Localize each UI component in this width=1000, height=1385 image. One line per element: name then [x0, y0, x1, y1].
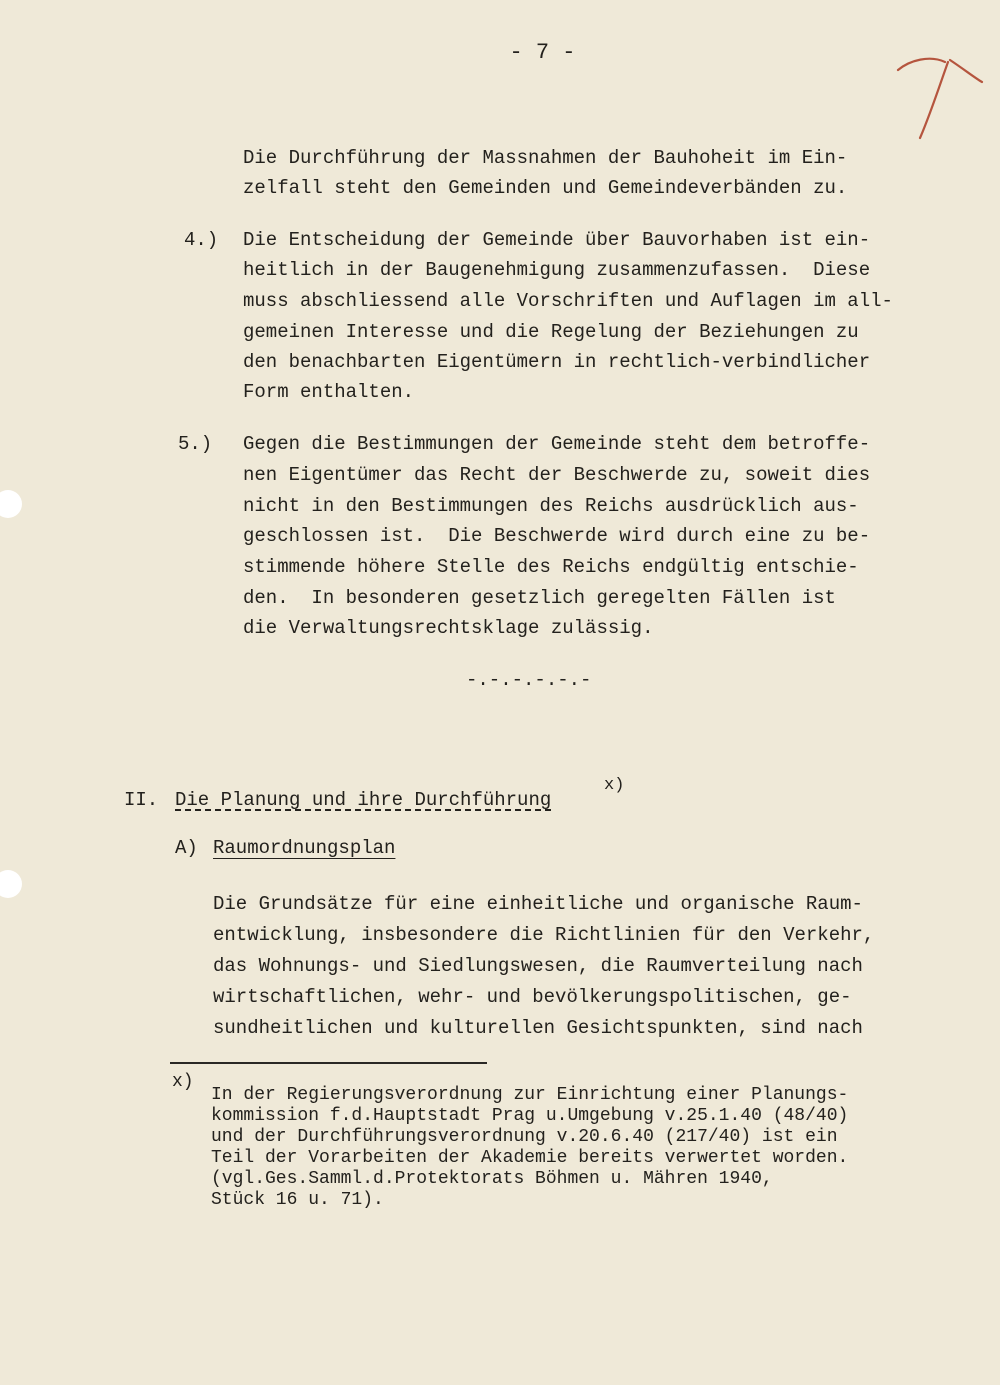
- item5-line: stimmende höhere Stelle des Reichs endgültig entschie-: [243, 556, 859, 578]
- subsection-title: Raumordnungsplan: [213, 837, 396, 859]
- item4-line: den benachbarten Eigentümern in rechtlich-verbindlicher: [243, 351, 871, 373]
- section-separator: -.-.-.-.-.-: [466, 669, 592, 691]
- body-line: wirtschaftlichen, wehr- und bevölkerungspolitischen, ge-: [213, 986, 852, 1008]
- punch-hole-upper: [0, 490, 22, 518]
- intro-line: Die Durchführung der Massnahmen der Bauhoheit im Ein-: [243, 147, 848, 169]
- item4-line: Form enthalten.: [243, 381, 415, 403]
- footnote-line: (vgl.Ges.Samml.d.Protektorats Böhmen u. Mähren 1940,: [211, 1169, 773, 1189]
- footnote-mark: x): [172, 1072, 194, 1092]
- item-number: 4.): [184, 229, 219, 251]
- handwritten-page-mark: [890, 40, 990, 140]
- item5-line: Gegen die Bestimmungen der Gemeinde steht dem betroffe-: [243, 433, 871, 455]
- intro-line: zelfall steht den Gemeinden und Gemeindeverbänden zu.: [243, 177, 848, 199]
- item4-line: heitlich in der Baugenehmigung zusammenzufassen. Diese: [243, 259, 871, 281]
- body-line: das Wohnungs- und Siedlungswesen, die Raumverteilung nach: [213, 955, 863, 977]
- item5-line: nicht in den Bestimmungen des Reichs ausdrücklich aus-: [243, 495, 859, 517]
- footnote-line: kommission f.d.Hauptstadt Prag u.Umgebung v.25.1.40 (48/40): [211, 1106, 849, 1126]
- page-number: - 7 -: [509, 40, 576, 65]
- footnote-line: In der Regierungsverordnung zur Einrichtung einer Planungs-: [211, 1085, 849, 1105]
- body-line: entwicklung, insbesondere die Richtlinien für den Verkehr,: [213, 924, 875, 946]
- footnote-line: Teil der Vorarbeiten der Akademie bereits verwertet worden.: [211, 1148, 849, 1168]
- item5-line: nen Eigentümer das Recht der Beschwerde zu, soweit dies: [243, 464, 871, 486]
- item5-line: geschlossen ist. Die Beschwerde wird durch eine zu be-: [243, 525, 871, 547]
- punch-hole-lower: [0, 870, 22, 898]
- item4-line: muss abschliessend alle Vorschriften und Auflagen im all-: [243, 290, 893, 312]
- footnote-reference: x): [604, 776, 625, 795]
- footnote-divider: [170, 1062, 487, 1064]
- section-title: Die Planung und ihre Durchführung: [175, 789, 552, 811]
- body-line: Die Grundsätze für eine einheitliche und organische Raum-: [213, 893, 863, 915]
- section-numeral: II.: [124, 789, 159, 811]
- footnote-line: Stück 16 u. 71).: [211, 1190, 384, 1210]
- footnote-line: und der Durchführungsverordnung v.20.6.40 (217/40) ist ein: [211, 1127, 838, 1147]
- item4-line: gemeinen Interesse und die Regelung der Beziehungen zu: [243, 321, 859, 343]
- item5-line: den. In besonderen gesetzlich geregelten Fällen ist: [243, 587, 836, 609]
- item-number: 5.): [178, 433, 213, 455]
- item4-line: Die Entscheidung der Gemeinde über Bauvorhaben ist ein-: [243, 229, 871, 251]
- body-line: sundheitlichen und kulturellen Gesichtspunkten, sind nach: [213, 1017, 863, 1039]
- item5-line: die Verwaltungsrechtsklage zulässig.: [243, 617, 654, 639]
- subsection-label: A): [175, 837, 198, 859]
